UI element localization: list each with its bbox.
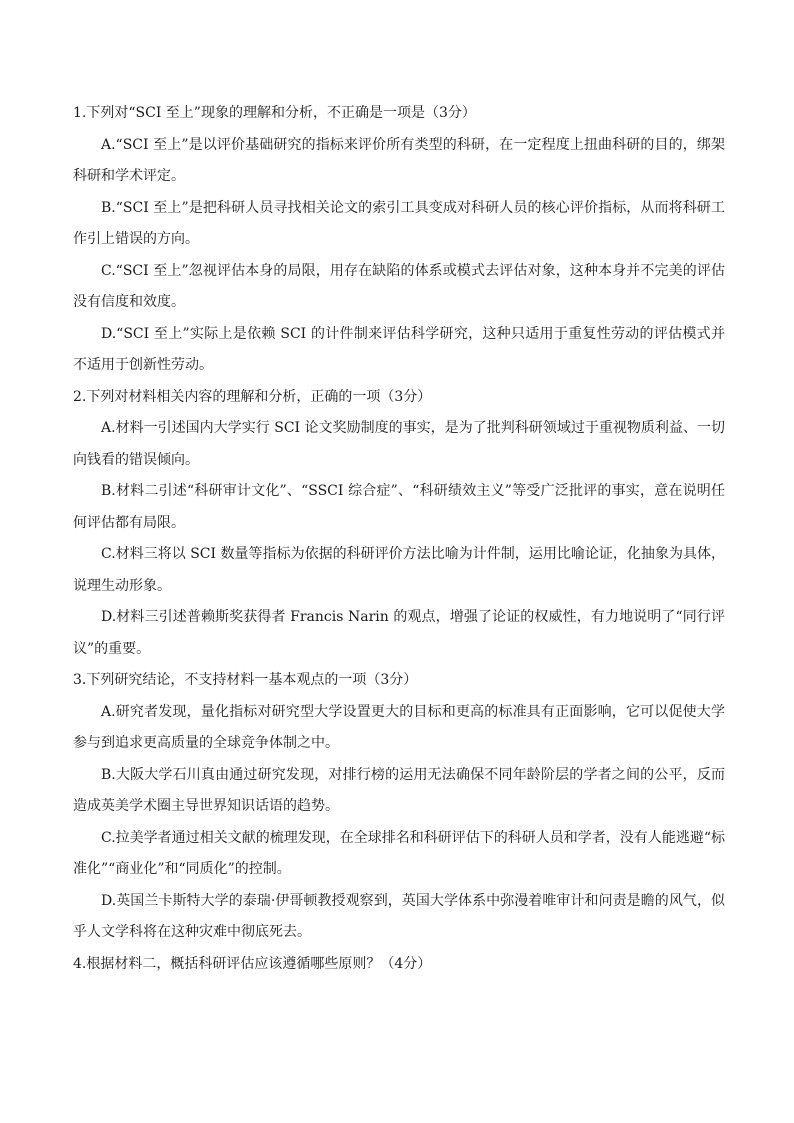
question-3-option-c: C.拉美学者通过相关文献的梳理发现，在全球排名和科研评估下的科研人员和学者，没有人能逃避“标准化”“商业化”和“同质化”的控制。: [73, 829, 725, 877]
question-2-option-b: B.材料二引述“科研审计文化”、“SSCI 综合症”、“科研绩效主义”等受广泛批评的事实，意在说明任何评估都有局限。: [73, 483, 725, 531]
question-4-stem: 4.根据材料二，概括科研评估应该遵循哪些原则？（4分）: [73, 955, 432, 972]
question-3-option-a: A.研究者发现，量化指标对研究型大学设置更大的目标和更高的标准具有正面影响，它可以促使大学参与到追求更高质量的全球竞争体制之中。: [73, 703, 725, 751]
question-1-option-d: D.“SCI 至上”实际上是依赖 SCI 的计件制来评估科学研究，这种只适用于重复性劳动的评估模式并不适用于创新性劳动。: [73, 325, 725, 373]
exam-page: [73, 98, 725, 980]
question-1-option-c: C.“SCI 至上”忽视评估本身的局限，用存在缺陷的体系或模式去评估对象，这种本身并不完美的评估没有信度和效度。: [73, 262, 725, 310]
question-3-stem: 3.下列研究结论，不支持材料一基本观点的一项（3分）: [73, 672, 418, 688]
question-3-option-d: D.英国兰卡斯特大学的泰瑞·伊哥顿教授观察到，英国大学体系中弥漫着唯审计和问责是瞻的风气，似乎人文学科将在这种灾难中彻底死去。: [73, 892, 725, 940]
question-2-stem: 2.下列对材料相关内容的理解和分析，正确的一项（3分）: [73, 388, 432, 405]
question-2-option-c: C.材料三将以 SCI 数量等指标为依据的科研评价方法比喻为计件制，运用比喻论证，化抽象为具体，说理生动形象。: [73, 546, 725, 594]
question-1-stem: 1.下列对“SCI 至上”现象的理解和分析，不正确是一项是（3分）: [73, 105, 476, 121]
question-1-option-a: A.“SCI 至上”是以评价基础研究的指标来评价所有类型的科研，在一定程度上扭曲科研的目的，绑架科研和学术评定。: [73, 136, 725, 184]
question-1-option-b: B.“SCI 至上”是把科研人员寻找相关论文的索引工具变成对科研人员的核心评价指标，从而将科研工作引上错误的方向。: [73, 199, 725, 247]
question-2-option-d: D.材料三引述普赖斯奖获得者 Francis Narin 的观点，增强了论证的权威性，有力地说明了“同行评议”的重要。: [73, 609, 725, 657]
question-3-option-b: B.大阪大学石川真由通过研究发现，对排行榜的运用无法确保不同年龄阶层的学者之间的公平，反而造成英美学术圈主导世界知识话语的趋势。: [73, 766, 725, 814]
question-2-option-a: A.材料一引述国内大学实行 SCI 论文奖励制度的事实，是为了批判科研领域过于重视物质利益、一切向钱看的错误倾向。: [73, 420, 725, 468]
